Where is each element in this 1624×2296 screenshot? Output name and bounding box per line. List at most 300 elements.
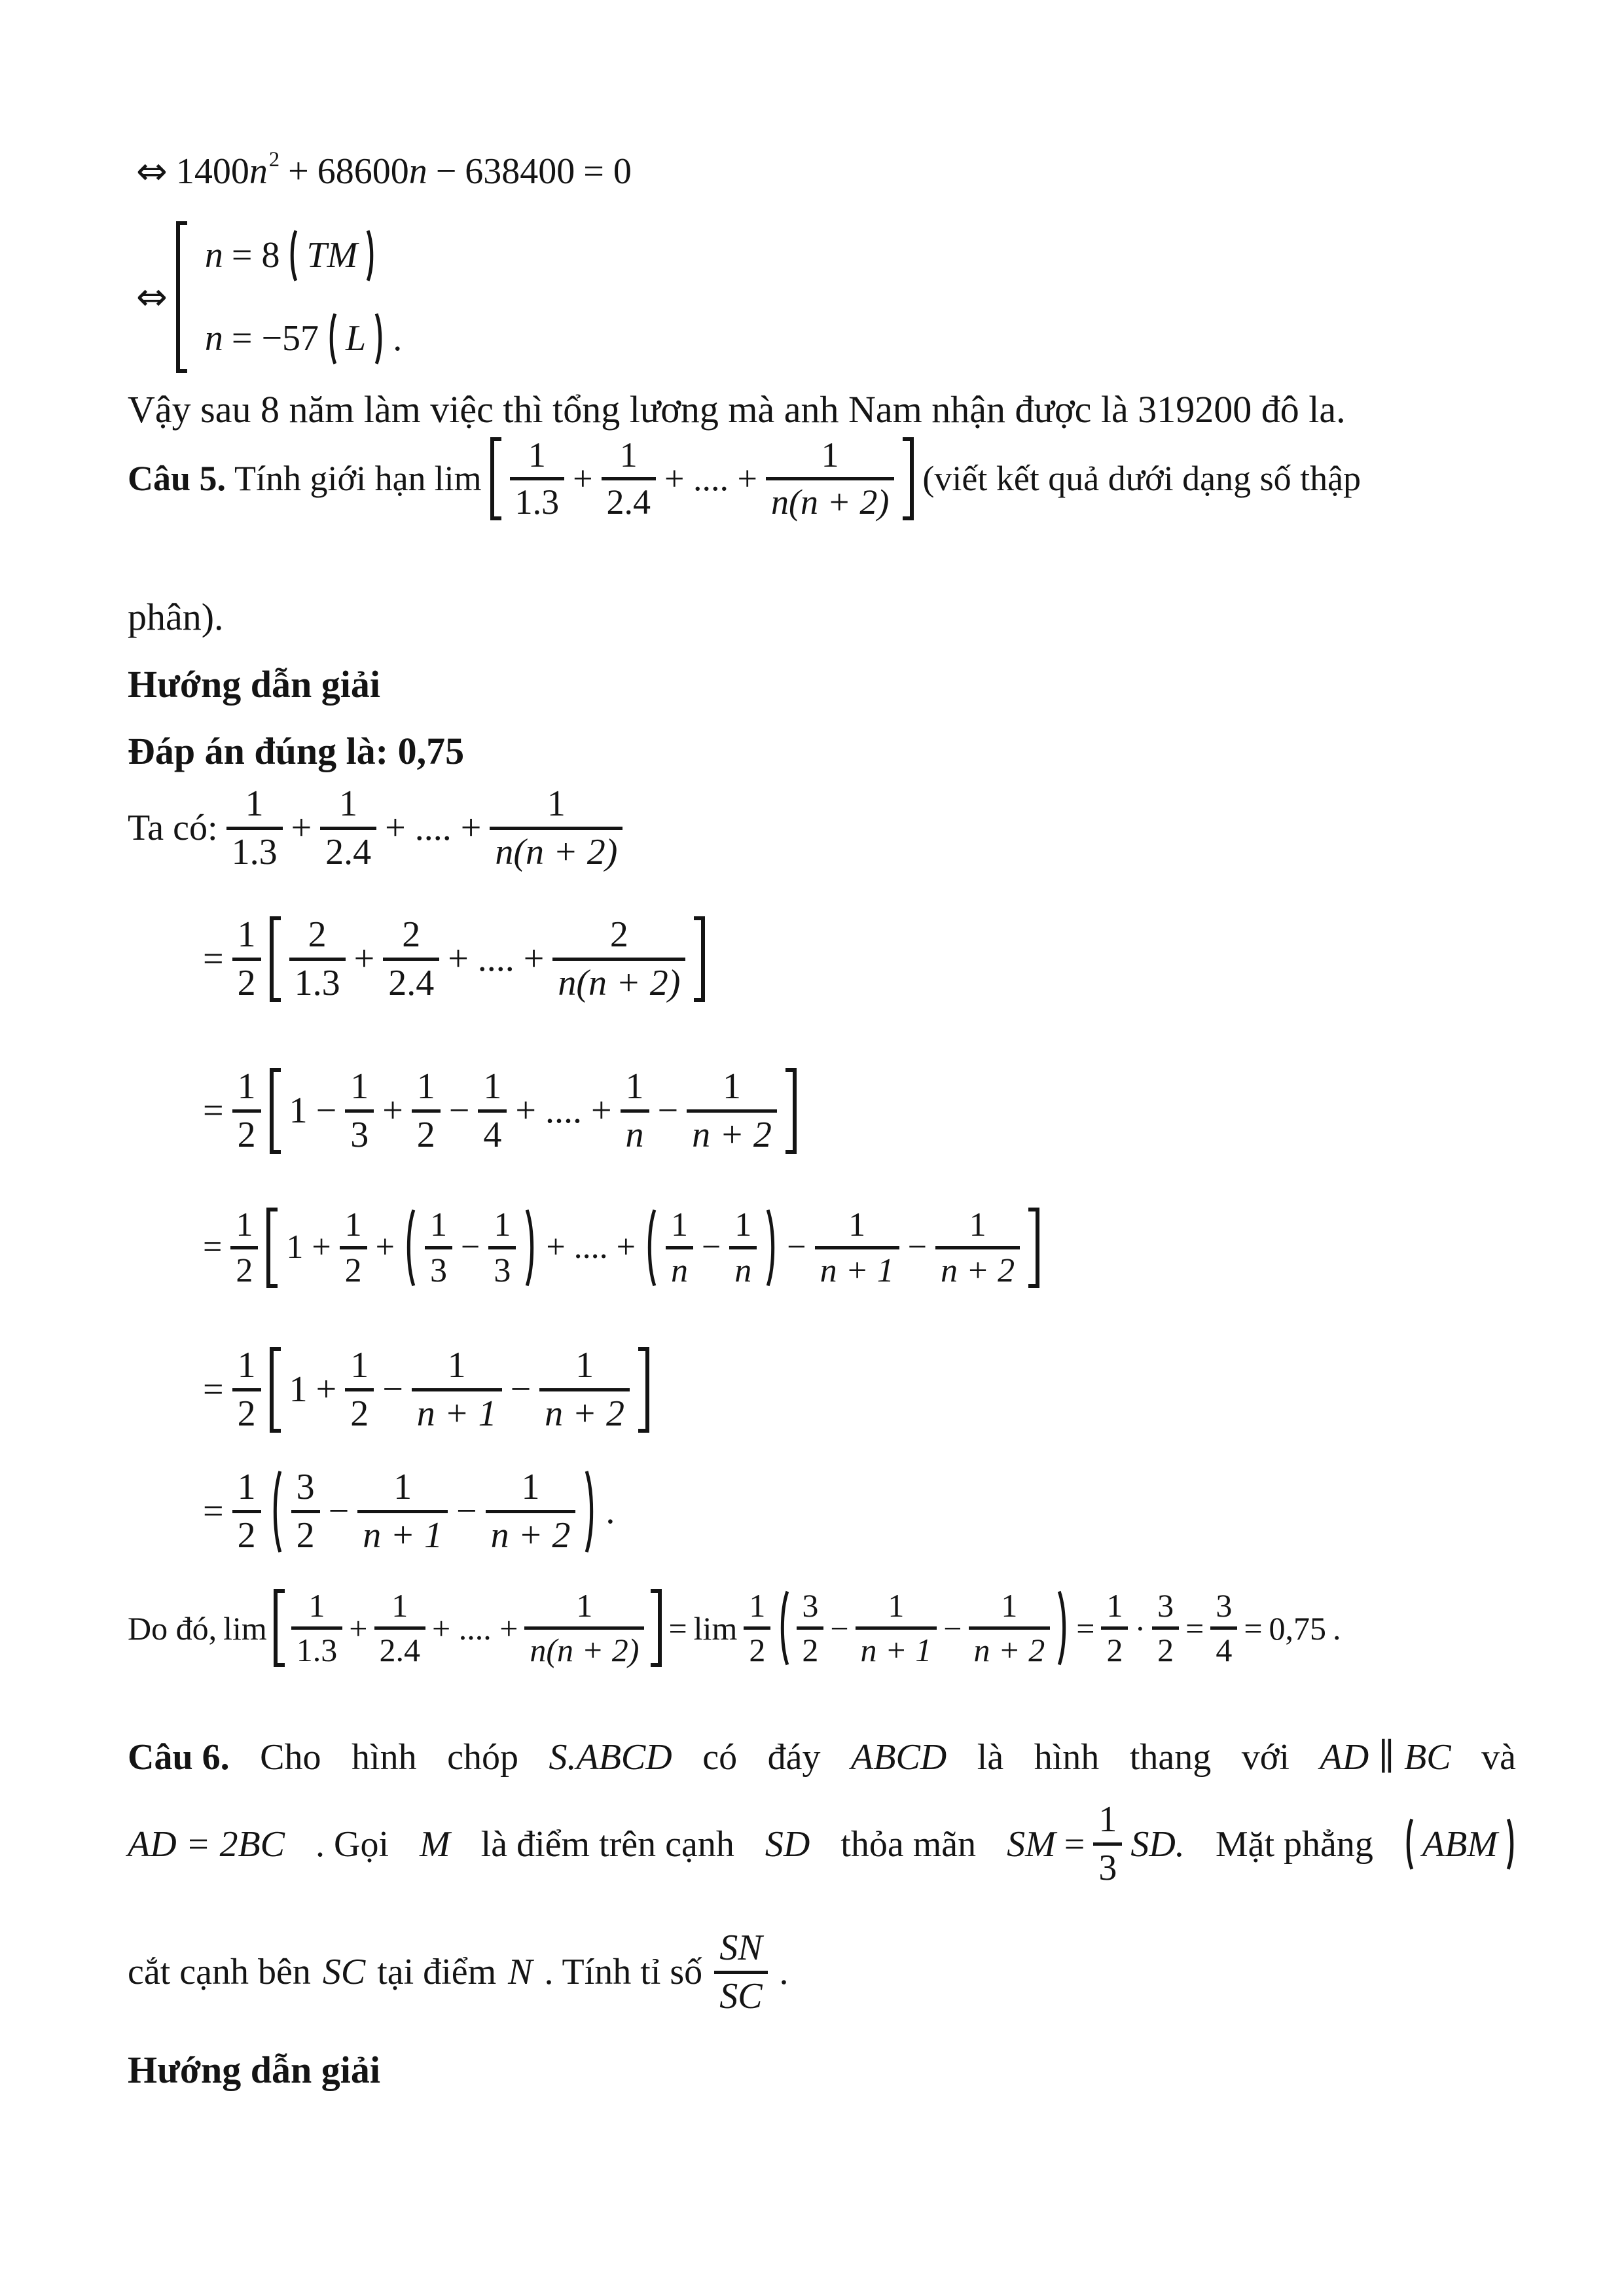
fraction — [345, 1068, 374, 1154]
plus-op: + — [312, 1229, 331, 1266]
fraction — [621, 1068, 649, 1154]
answer-line: Đáp án đúng là: 0,75 — [128, 730, 465, 772]
fraction — [291, 1589, 343, 1667]
num: 1 — [619, 435, 638, 475]
fraction-bar — [621, 1109, 649, 1113]
den: n + 2 — [490, 1515, 571, 1556]
sm-equation — [1007, 1801, 1185, 1887]
term-68600n — [317, 150, 427, 194]
fraction-bar — [744, 1626, 770, 1630]
den: 2 — [1106, 1632, 1123, 1668]
num: 1 — [483, 1066, 502, 1107]
den: 2.4 — [379, 1632, 420, 1668]
right-paren — [1506, 1818, 1516, 1871]
dodo-line — [128, 1589, 1341, 1667]
den: 2.4 — [388, 963, 435, 1004]
fraction-bar — [488, 1246, 516, 1249]
word: thang — [1129, 1736, 1212, 1778]
cau6-label: Câu 6. — [128, 1736, 230, 1778]
iff-symbol: ⇔ — [136, 275, 168, 319]
den: 1.3 — [231, 832, 278, 873]
plus-op: + — [573, 459, 593, 499]
case-1 — [205, 229, 402, 282]
fraction-bar — [232, 1109, 261, 1113]
den: n + 2 — [692, 1115, 772, 1156]
var-N: N — [508, 1952, 533, 1993]
var-n: n — [204, 235, 223, 276]
num: 1 — [237, 914, 256, 955]
left-bracket — [266, 1208, 278, 1288]
word: Mặt phẳng — [1215, 1823, 1373, 1865]
equals: = — [1076, 1609, 1095, 1647]
equals: = — [1185, 1609, 1204, 1647]
num: 1 — [1106, 1587, 1123, 1624]
solution-heading: Hướng dẫn giải — [128, 663, 381, 706]
den: 2 — [749, 1632, 766, 1668]
fraction — [345, 1347, 374, 1433]
word: có — [702, 1736, 738, 1778]
word: . Tính tỉ số — [544, 1952, 703, 1993]
minus-op: − — [701, 1229, 721, 1266]
exponent: 2 — [268, 147, 280, 171]
fraction — [374, 1589, 426, 1667]
minus-op: − — [382, 1369, 403, 1410]
num: 1 — [236, 1206, 253, 1244]
fraction-bar — [232, 958, 261, 961]
right-bracket — [1028, 1208, 1039, 1288]
step-2 — [203, 1068, 797, 1154]
den: n(n + 2) — [558, 963, 681, 1004]
left-bracket — [270, 1068, 281, 1154]
num: 1 — [723, 1066, 742, 1107]
fraction — [490, 785, 623, 871]
num: 1 — [521, 1467, 540, 1507]
word: và — [1481, 1736, 1516, 1778]
fraction-bar — [815, 1246, 899, 1249]
num: 1 — [494, 1206, 511, 1244]
den: 2 — [236, 1252, 253, 1290]
fraction-bar — [552, 958, 685, 961]
equals: = — [203, 1491, 224, 1532]
right-bracket — [903, 437, 914, 520]
num: 1 — [528, 435, 546, 475]
word: cắt cạnh bên — [128, 1952, 311, 1993]
fraction — [552, 916, 685, 1002]
fraction — [602, 437, 657, 520]
plus-op: + — [353, 939, 375, 980]
dots: + .... + — [546, 1229, 636, 1266]
den: 1.3 — [514, 482, 560, 522]
num: 1 — [625, 1066, 644, 1107]
den: SC — [719, 1976, 763, 2017]
minus-op: − — [456, 1491, 477, 1532]
den: 2 — [237, 963, 256, 1004]
num: 1 — [429, 1206, 447, 1244]
value: = −57 — [231, 318, 319, 359]
left-paren — [288, 229, 298, 282]
var-SABCD: S.ABCD — [549, 1736, 672, 1778]
right-bracket — [638, 1347, 649, 1433]
tag-TM: TM — [306, 235, 358, 276]
num: 3 — [1216, 1587, 1233, 1624]
var-n: n — [204, 318, 223, 359]
period: . — [605, 1491, 615, 1532]
step-3 — [203, 1208, 1039, 1288]
fraction-bar — [856, 1626, 937, 1630]
left-paren — [1404, 1818, 1414, 1871]
fraction-bar — [226, 827, 283, 830]
taco-label: Ta có: — [128, 808, 218, 849]
fraction — [478, 1068, 507, 1154]
lim: lim — [434, 459, 482, 499]
iff-symbol: ⇔ — [136, 150, 168, 193]
word: thỏa mãn — [840, 1823, 977, 1865]
den: n + 2 — [973, 1632, 1045, 1668]
minus-op: − — [787, 1229, 806, 1266]
var-SM: SM — [1007, 1823, 1056, 1865]
den: 3 — [350, 1115, 369, 1156]
coeff: 68600 — [317, 151, 409, 192]
den: n(n + 2) — [530, 1632, 640, 1668]
dots: + .... + — [664, 459, 757, 499]
var-ABCD: ABCD — [851, 1736, 947, 1778]
fraction-bar — [797, 1626, 823, 1630]
var-ABM: ABM — [1422, 1823, 1498, 1865]
fraction-bar — [714, 1971, 767, 1974]
word: là điểm trên cạnh — [480, 1823, 734, 1865]
right-paren — [765, 1208, 778, 1288]
fraction-bar — [969, 1626, 1051, 1630]
fraction — [766, 437, 894, 520]
fraction-bar — [412, 1388, 502, 1391]
taco-line — [128, 785, 623, 871]
den: n — [734, 1252, 752, 1290]
plane-ABM — [1404, 1818, 1516, 1871]
den: n — [670, 1252, 688, 1290]
left-paren — [270, 1469, 283, 1554]
fraction-bar — [232, 1388, 261, 1391]
fraction — [524, 1589, 644, 1667]
den: 2 — [237, 1515, 256, 1556]
num: 1 — [237, 1345, 256, 1386]
den: 2.4 — [325, 832, 372, 873]
num: 1 — [416, 1066, 435, 1107]
right-paren — [524, 1208, 537, 1288]
minus-op: − — [460, 1229, 480, 1266]
phan-line: phân). — [128, 596, 224, 638]
fraction — [687, 1068, 777, 1154]
den: 2 — [1157, 1632, 1174, 1668]
fraction-bar — [291, 1510, 320, 1513]
var-AD-parallel-BC: AD ∥ BC — [1320, 1737, 1451, 1778]
lim: lim — [693, 1609, 738, 1647]
num: 1 — [350, 1066, 369, 1107]
fraction-bar — [602, 477, 657, 480]
num: SN — [719, 1928, 763, 1968]
word: Cho — [260, 1736, 321, 1778]
minus-op: − — [943, 1609, 962, 1647]
minus-op: − — [510, 1369, 532, 1410]
fraction — [1210, 1589, 1237, 1667]
den: 3 — [1098, 1848, 1117, 1889]
step-1 — [203, 916, 705, 1002]
cau6-line-2 — [128, 1801, 1516, 1887]
fraction — [666, 1208, 693, 1288]
num: 1 — [393, 1467, 412, 1507]
fraction — [357, 1469, 448, 1554]
den: 2 — [416, 1115, 435, 1156]
left-bracket — [270, 916, 281, 1002]
equals: = — [203, 1369, 224, 1410]
dots: + .... + — [385, 808, 482, 849]
den: n + 1 — [363, 1515, 442, 1556]
right-paren — [366, 229, 376, 282]
lim: lim — [223, 1609, 267, 1647]
den: n + 1 — [860, 1632, 932, 1668]
den: 4 — [1216, 1632, 1233, 1668]
fraction-bar — [357, 1510, 448, 1513]
word: là — [977, 1736, 1004, 1778]
fraction-bar — [291, 1626, 343, 1630]
one: 1 — [289, 1090, 308, 1132]
num: 1 — [749, 1587, 766, 1624]
plus-op: + — [288, 151, 309, 192]
dodo-label: Do đó, — [128, 1609, 217, 1647]
plus-op: + — [291, 808, 312, 849]
num: 1 — [237, 1066, 256, 1107]
fraction-bar — [510, 477, 565, 480]
fraction-bar — [539, 1388, 630, 1391]
den: 2 — [802, 1632, 819, 1668]
num: 2 — [402, 914, 421, 955]
num: 1 — [821, 435, 839, 475]
fraction-bar — [340, 1246, 367, 1249]
dots: + .... + — [432, 1609, 518, 1647]
den: 1.3 — [294, 963, 340, 1004]
num: 2 — [308, 914, 327, 955]
fraction — [935, 1208, 1020, 1288]
fraction — [486, 1469, 576, 1554]
num: 1 — [447, 1345, 466, 1386]
conclusion-sentence: Vậy sau 8 năm làm việc thì tổng lương mà anh Nam nhận được là 319200 đô la. — [128, 388, 1346, 431]
cau5-line — [128, 437, 1361, 520]
num: 1 — [344, 1206, 362, 1244]
fraction-bar — [320, 827, 376, 830]
fraction — [232, 1469, 261, 1554]
coeff: 1400 — [175, 151, 249, 192]
fraction-bar — [666, 1246, 693, 1249]
num: 1 — [339, 783, 358, 824]
num: 3 — [802, 1587, 819, 1624]
num: 2 — [609, 914, 628, 955]
fraction — [1101, 1589, 1128, 1667]
fraction-bar — [374, 1626, 426, 1630]
den: 3 — [429, 1252, 447, 1290]
var-AD-2BC: AD = 2BC — [128, 1823, 285, 1865]
fraction-bar — [232, 1510, 261, 1513]
fraction-bar — [524, 1626, 644, 1630]
fraction — [969, 1589, 1051, 1667]
minus-op: − — [316, 1090, 337, 1132]
fraction — [1093, 1801, 1122, 1887]
den: n(n + 2) — [495, 832, 618, 873]
right-bracket — [651, 1589, 662, 1667]
right-bracket — [785, 1068, 797, 1154]
fraction — [340, 1208, 367, 1288]
cau5-label: Câu 5. — [128, 459, 226, 499]
equals: = — [1244, 1609, 1263, 1647]
fraction — [815, 1208, 899, 1288]
word: đáy — [767, 1736, 821, 1778]
den: n(n + 2) — [770, 482, 890, 522]
fraction — [230, 1208, 258, 1288]
den: 2.4 — [606, 482, 651, 522]
den: 2 — [344, 1252, 362, 1290]
num: 1 — [670, 1206, 688, 1244]
cases-bracket — [176, 221, 187, 373]
fraction — [291, 1469, 320, 1554]
fraction — [797, 1589, 823, 1667]
den: 2 — [237, 1115, 256, 1156]
dots: + .... + — [515, 1090, 612, 1132]
solution-heading-2: Hướng dẫn giải — [128, 2049, 381, 2091]
fraction — [289, 916, 346, 1002]
var-SD2: SD. — [1130, 1823, 1185, 1865]
fraction — [425, 1208, 452, 1288]
fraction — [232, 916, 261, 1002]
equals: = — [203, 939, 224, 980]
den: 1.3 — [296, 1632, 338, 1668]
den: 2 — [237, 1393, 256, 1435]
minus-op: − — [657, 1090, 679, 1132]
right-paren — [584, 1469, 597, 1554]
word: hình — [1034, 1736, 1100, 1778]
num: 3 — [1157, 1587, 1174, 1624]
var-n: n — [408, 151, 427, 192]
equals: = — [1064, 1823, 1085, 1865]
fraction-bar — [1210, 1626, 1237, 1630]
num: 1 — [888, 1587, 905, 1624]
step-5 — [203, 1469, 615, 1554]
minus-op: − — [448, 1090, 470, 1132]
fraction — [539, 1347, 630, 1433]
word: . Gọi — [316, 1823, 389, 1865]
fraction — [232, 1068, 261, 1154]
plus-op: + — [349, 1609, 368, 1647]
left-bracket — [274, 1589, 285, 1667]
fraction-bar — [490, 827, 623, 830]
left-paren — [403, 1208, 416, 1288]
fraction — [744, 1589, 770, 1667]
equals-zero: = 0 — [583, 151, 632, 192]
cau6-line-3 — [128, 1929, 789, 2015]
plus-op: + — [316, 1369, 337, 1410]
fraction — [320, 785, 376, 871]
den: n + 2 — [545, 1393, 624, 1435]
period: . — [1333, 1609, 1341, 1647]
fraction — [1152, 1589, 1179, 1667]
num: 1 — [245, 783, 264, 824]
result: 0,75 — [1269, 1609, 1327, 1647]
left-bracket — [490, 437, 501, 520]
cases-body — [196, 221, 402, 373]
left-paren — [327, 312, 337, 365]
equation-cases — [136, 221, 402, 373]
num: 1 — [734, 1206, 752, 1244]
term-1400n2 — [175, 147, 280, 194]
var-SD: SD — [765, 1823, 810, 1865]
num: 1 — [1001, 1587, 1018, 1624]
minus-op: − — [907, 1229, 928, 1266]
fraction — [232, 1347, 261, 1433]
var-M: M — [420, 1823, 450, 1865]
left-paren — [777, 1589, 790, 1667]
step-4 — [203, 1347, 649, 1433]
minus-op: − — [830, 1609, 849, 1647]
num: 1 — [575, 1345, 594, 1386]
equals: = — [203, 1229, 223, 1266]
period: . — [393, 318, 403, 359]
minus-op: − — [435, 151, 457, 192]
num: 1 — [848, 1206, 866, 1244]
fraction-bar — [478, 1109, 507, 1113]
den: 2 — [296, 1515, 315, 1556]
fraction-bar — [1093, 1842, 1122, 1846]
fraction-bar — [425, 1246, 452, 1249]
fraction-bar — [766, 477, 894, 480]
fraction — [729, 1208, 757, 1288]
equals: = — [203, 1090, 224, 1132]
cdot-op: · — [1134, 1609, 1146, 1647]
tag-L: L — [346, 318, 367, 359]
word: hình — [352, 1736, 417, 1778]
plus-op: + — [382, 1090, 403, 1132]
var-n: n — [249, 151, 268, 192]
den: 3 — [494, 1252, 511, 1290]
num: 1 — [391, 1587, 408, 1624]
right-paren — [1056, 1589, 1070, 1667]
den: n + 1 — [820, 1252, 894, 1290]
fraction — [383, 916, 439, 1002]
left-paren — [644, 1208, 657, 1288]
plus-op: + — [375, 1229, 395, 1266]
equals: = — [668, 1609, 687, 1647]
fraction-bar — [289, 958, 346, 961]
fraction — [856, 1589, 937, 1667]
fraction-bar — [935, 1246, 1020, 1249]
den: 4 — [483, 1115, 502, 1156]
equation-quadratic — [136, 149, 632, 194]
den: n — [625, 1115, 644, 1156]
num: 1 — [547, 783, 566, 824]
const: 638400 — [465, 151, 575, 192]
cau5-post: (viết kết quả dưới dạng số thập — [922, 459, 1362, 499]
right-paren — [374, 312, 384, 365]
num: 1 — [308, 1587, 325, 1624]
period: . — [779, 1952, 789, 1993]
fraction-bar — [412, 1109, 441, 1113]
minus-op: − — [328, 1491, 350, 1532]
fraction — [488, 1208, 516, 1288]
left-bracket — [270, 1347, 281, 1433]
cau5-pre: Tính giới hạn — [234, 459, 426, 499]
num: 1 — [969, 1206, 986, 1244]
value: = 8 — [231, 235, 280, 276]
num: 1 — [1098, 1799, 1117, 1840]
num: 1 — [237, 1467, 256, 1507]
fraction-bar — [486, 1510, 576, 1513]
fraction-bar — [345, 1109, 374, 1113]
